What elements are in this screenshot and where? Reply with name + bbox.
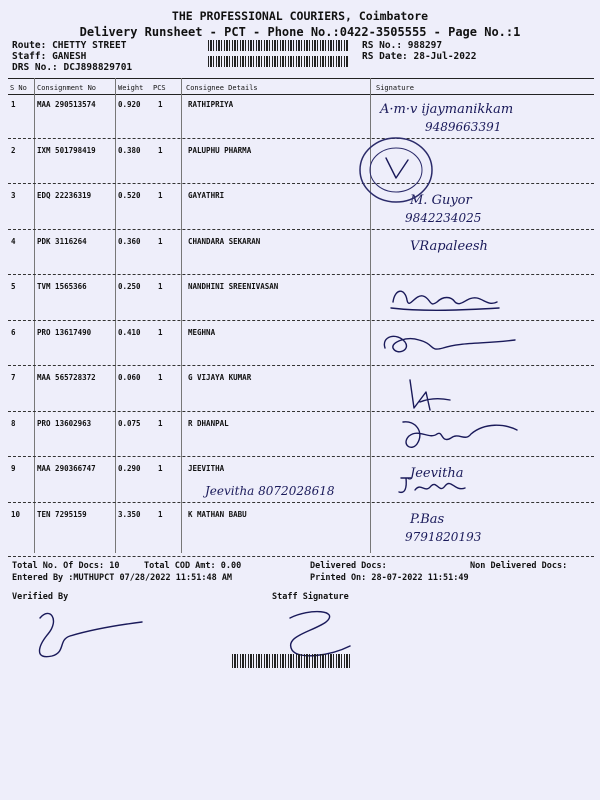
total-cod: Total COD Amt: 0.00: [144, 561, 242, 571]
row-consignee: G VIJAYA KUMAR: [188, 373, 252, 382]
printed-on: Printed On: 28-07-2022 11:51:49: [310, 573, 469, 583]
row-consignment: IXM 501798419: [37, 145, 96, 155]
rs-no-value: 988297: [407, 40, 443, 51]
row-handwritten-phone: 9842234025: [405, 211, 482, 225]
row-handwritten-signature: A·m·v ijaymanikkam: [380, 102, 514, 117]
barcode-top: [208, 40, 348, 51]
barcode-bottom: [232, 654, 350, 668]
row-consignee: NANDHINI SREENIVASAN: [188, 282, 279, 291]
row-pcs: 1: [158, 236, 163, 246]
row-sno: 10: [11, 509, 21, 519]
row-divider: [8, 138, 594, 139]
row-sno: 7: [11, 373, 16, 382]
col-consignee: Consignee Details: [186, 84, 258, 92]
row-consignee: RATHIPRIYA: [188, 100, 234, 109]
row-sno: 1: [11, 100, 16, 109]
row-sno: 5: [11, 282, 16, 291]
row-pcs: 1: [158, 418, 163, 428]
row-handwritten-phone: 9489663391: [425, 120, 502, 134]
col-divider: [34, 78, 35, 553]
rs-no-row: [362, 40, 442, 51]
row-sno: 2: [11, 145, 16, 155]
col-divider: [115, 78, 116, 553]
delivered-docs: Delivered Docs:: [310, 561, 387, 571]
document-title: THE PROFESSIONAL COURIERS, Coimbatore: [171, 9, 429, 23]
row-handwritten-signature: P.Bas: [410, 511, 445, 527]
route-label: Route:: [12, 40, 47, 51]
signature-9: [395, 470, 475, 500]
document-subtitle: Delivery Runsheet - PCT - Phone No.:0422-3505555 - Page No.:1: [79, 25, 521, 39]
row-consignee: R DHANPAL: [188, 418, 229, 428]
row-consignment: PRO 13617490: [37, 327, 92, 337]
row-weight: 0.410: [118, 327, 141, 337]
row-consignment: PRO 13602963: [37, 418, 92, 428]
route-value: CHETTY STREET: [52, 40, 127, 51]
row-weight: 0.075: [118, 418, 141, 428]
row-weight: 0.920: [118, 100, 141, 109]
col-consignment: Consignment No: [37, 84, 97, 92]
row-divider: [8, 502, 594, 503]
drs-row: [12, 62, 132, 73]
row-consignee: MEGHNA: [188, 327, 216, 337]
non-delivered-docs: Non Delivered Docs:: [470, 561, 568, 571]
row-divider: [8, 411, 594, 412]
row-consignee: CHANDARA SEKARAN: [188, 236, 261, 246]
rs-date-row: [362, 51, 476, 62]
table-header-rule: [8, 94, 594, 95]
row-divider: [8, 274, 594, 275]
col-divider: [181, 78, 182, 553]
row-pcs: 1: [158, 327, 163, 337]
verified-by-label: Verified By: [12, 592, 69, 602]
staff-signature-label: Staff Signature: [272, 592, 349, 602]
row-sno: 4: [11, 236, 16, 246]
signature-8: [395, 414, 525, 458]
courier-stamp: [356, 134, 436, 206]
row-handwritten-signature: M. Guyor: [410, 193, 472, 208]
footer-rule: [8, 556, 594, 557]
row-consignment: EDQ 22236319: [37, 191, 92, 200]
staff-label: Staff:: [12, 51, 47, 62]
row-divider: [8, 365, 594, 366]
row-pcs: 1: [158, 145, 163, 155]
row-weight: 3.350: [118, 509, 141, 519]
row-weight: 0.520: [118, 191, 141, 200]
row-divider: [8, 320, 594, 321]
signature-7: [400, 372, 460, 416]
row-sno: 6: [11, 327, 16, 337]
total-docs: Total No. Of Docs: 10: [12, 561, 120, 571]
row-handwritten-phone: 9791820193: [405, 529, 482, 544]
row-pcs: 1: [158, 509, 163, 519]
row-weight: 0.380: [118, 145, 141, 155]
barcode-mid: [208, 56, 348, 67]
rs-date-label: RS Date:: [362, 51, 408, 62]
row-pcs: 1: [158, 464, 163, 473]
row-pcs: 1: [158, 191, 163, 200]
route-row: [12, 40, 126, 51]
row-sno: 8: [11, 418, 16, 428]
row-divider: [8, 183, 594, 184]
signature-5: [385, 282, 505, 316]
row-weight: 0.290: [118, 464, 141, 473]
row-weight: 0.060: [118, 373, 141, 382]
row-consignment: TVM 1565366: [37, 282, 87, 291]
row-consignee: K MATHAN BABU: [188, 509, 247, 519]
col-sno: S No: [10, 84, 27, 92]
col-signature: Signature: [376, 84, 414, 92]
row-weight: 0.250: [118, 282, 141, 291]
row-handwritten-signature: Jeevitha: [410, 466, 464, 481]
row-pcs: 1: [158, 373, 163, 382]
row-divider: [8, 229, 594, 230]
row-consignee: PALUPHU PHARMA: [188, 145, 252, 155]
row-handwritten-signature: VRapaleesh: [410, 238, 488, 254]
col-pcs: PCS: [153, 84, 166, 92]
table-top-rule: [8, 78, 594, 79]
row-pcs: 1: [158, 100, 163, 109]
entered-by: Entered By :MUTHUPCT 07/28/2022 11:51:48 AM: [12, 573, 233, 583]
col-weight: Weight: [118, 84, 144, 92]
staff-row: [12, 51, 86, 62]
row-sno: 3: [11, 191, 16, 200]
row-consignment: TEN 7295159: [37, 509, 87, 519]
row-consignment: PDK 3116264: [37, 236, 87, 246]
rs-date-value: 28-Jul-2022: [413, 51, 477, 62]
row-consignee: JEEVITHA: [188, 464, 225, 473]
row-consignee-handwritten-note: Jeevitha 8072028618: [205, 484, 335, 498]
staff-value: GANESH: [52, 51, 87, 62]
drs-value: DCJ898829701: [63, 62, 133, 73]
row-sno: 9: [11, 464, 16, 473]
row-consignment: MAA 290366747: [37, 464, 96, 473]
row-consignment: MAA 565728372: [37, 373, 96, 382]
rs-no-label: RS No.:: [362, 40, 403, 51]
row-consignee: GAYATHRI: [188, 191, 225, 200]
row-weight: 0.360: [118, 236, 141, 246]
row-consignment: MAA 290513574: [37, 100, 96, 109]
drs-label: DRS No.:: [12, 62, 58, 73]
row-pcs: 1: [158, 282, 163, 291]
signature-6: [375, 326, 525, 360]
verified-by-signature: [30, 600, 150, 670]
